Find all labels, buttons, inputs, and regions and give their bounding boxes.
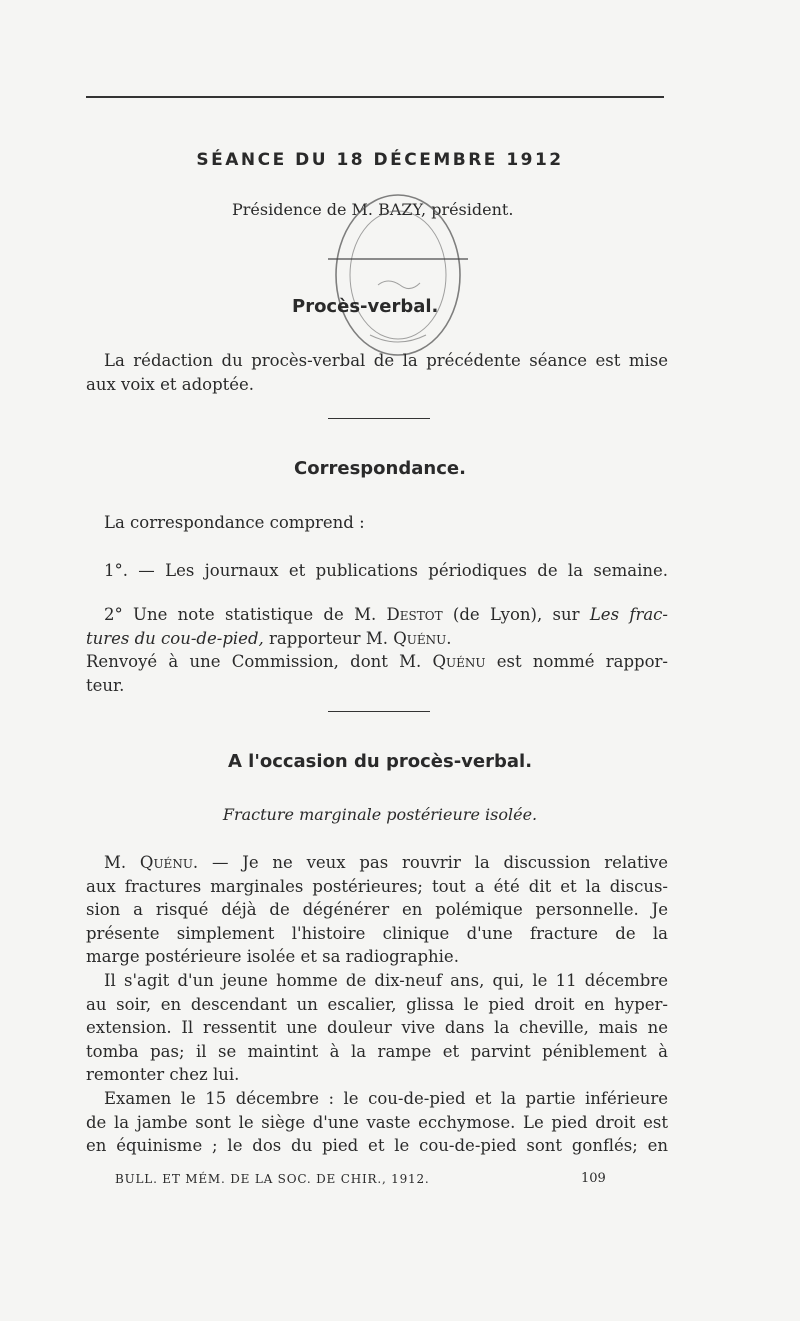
text-run: 2° Une note statistique de M. bbox=[104, 605, 387, 624]
text-line bbox=[86, 851, 668, 875]
text-line: aux fractures marginales postérieures; tout a été dit et la discus- bbox=[86, 876, 668, 896]
text-run: . bbox=[446, 628, 452, 648]
text-line: de la jambe sont le siège d'une vaste ecchymose. Le pied droit est bbox=[86, 1112, 668, 1132]
text-line: présente simplement l'histoire clinique d'une fracture de la bbox=[86, 923, 668, 943]
text-line bbox=[86, 650, 668, 674]
occasion-title: A l'occasion du procès-verbal. bbox=[227, 751, 533, 772]
text-line: marge postérieure isolée et sa radiographie. bbox=[86, 947, 459, 966]
text-line bbox=[86, 627, 668, 651]
page-number: 109 bbox=[581, 1171, 606, 1186]
correspondance-item-1 bbox=[86, 559, 668, 583]
top-rule bbox=[86, 96, 664, 98]
occasion-subtitle: Fracture marginale postérieure isolée. bbox=[222, 805, 538, 824]
text-line bbox=[86, 603, 668, 627]
text-line: La rédaction du procès-verbal de la précédente séance est mise bbox=[104, 351, 668, 370]
footer-journal: BULL. ET MÉM. DE LA SOC. DE CHIR., 1912. bbox=[115, 1172, 430, 1186]
text-run: (de Lyon), sur bbox=[442, 605, 590, 624]
text-run: est nommé rappor- bbox=[485, 652, 668, 671]
presidence-line: Présidence de M. BAZY, président. bbox=[232, 200, 514, 219]
body-paragraph-3 bbox=[86, 1087, 668, 1158]
author-name: Destot bbox=[386, 605, 443, 624]
title-italic: tures du cou-de-pied, bbox=[86, 628, 264, 648]
seance-title: SÉANCE DU 18 DÉCEMBRE 1912 bbox=[196, 150, 564, 170]
rapporteur-name: Quénu bbox=[432, 652, 486, 671]
correspondance-intro bbox=[86, 511, 668, 535]
title-italic: Les frac- bbox=[589, 605, 668, 624]
speaker-name: M. Quénu. bbox=[104, 853, 199, 872]
text-line: sion a risqué déjà de dégénérer en polémique personnelle. Je bbox=[86, 900, 668, 919]
correspondance-title: Correspondance. bbox=[294, 458, 466, 479]
text-run: Renvoyé à une Commission, dont M. bbox=[86, 652, 433, 671]
body-paragraph-2 bbox=[86, 969, 668, 1087]
text-line: en équinisme ; le dos du pied et le cou-de-pied sont gonflés; en bbox=[86, 1136, 668, 1155]
proces-verbal-title: Procès-verbal. bbox=[292, 296, 439, 317]
text-line: remonter chez lui. bbox=[86, 1065, 240, 1084]
section-separator bbox=[328, 711, 430, 712]
text-line: teur. bbox=[86, 675, 125, 695]
text-line: extension. Il ressentit une douleur vive dans la cheville, mais ne bbox=[86, 1018, 668, 1037]
library-stamp bbox=[318, 185, 478, 365]
section-separator bbox=[328, 418, 430, 419]
text-line: Il s'agit d'un jeune homme de dix-neuf ans, qui, le 11 décembre bbox=[104, 971, 668, 990]
text-line: Examen le 15 décembre : le cou-de-pied et la partie inférieure bbox=[104, 1089, 668, 1108]
text-line: aux voix et adoptée. bbox=[86, 374, 255, 394]
text-line: La correspondance comprend : bbox=[104, 513, 365, 532]
body-paragraph-1 bbox=[86, 851, 668, 969]
rapporteur-name: Quénu bbox=[393, 628, 447, 648]
text-run: rapporteur M. bbox=[263, 628, 394, 648]
text-line: au soir, en descendant un escalier, glissa le pied droit en hyper- bbox=[86, 994, 668, 1014]
proces-verbal-paragraph bbox=[86, 349, 668, 396]
text-line: tomba pas; il se maintint à la rampe et parvint péniblement à bbox=[86, 1041, 668, 1061]
text-run: — Je ne veux pas rouvrir la discussion relative bbox=[198, 853, 668, 872]
correspondance-item-2 bbox=[86, 603, 668, 697]
text-line: 1°. — Les journaux et publications périodiques de la semaine. bbox=[104, 561, 668, 580]
